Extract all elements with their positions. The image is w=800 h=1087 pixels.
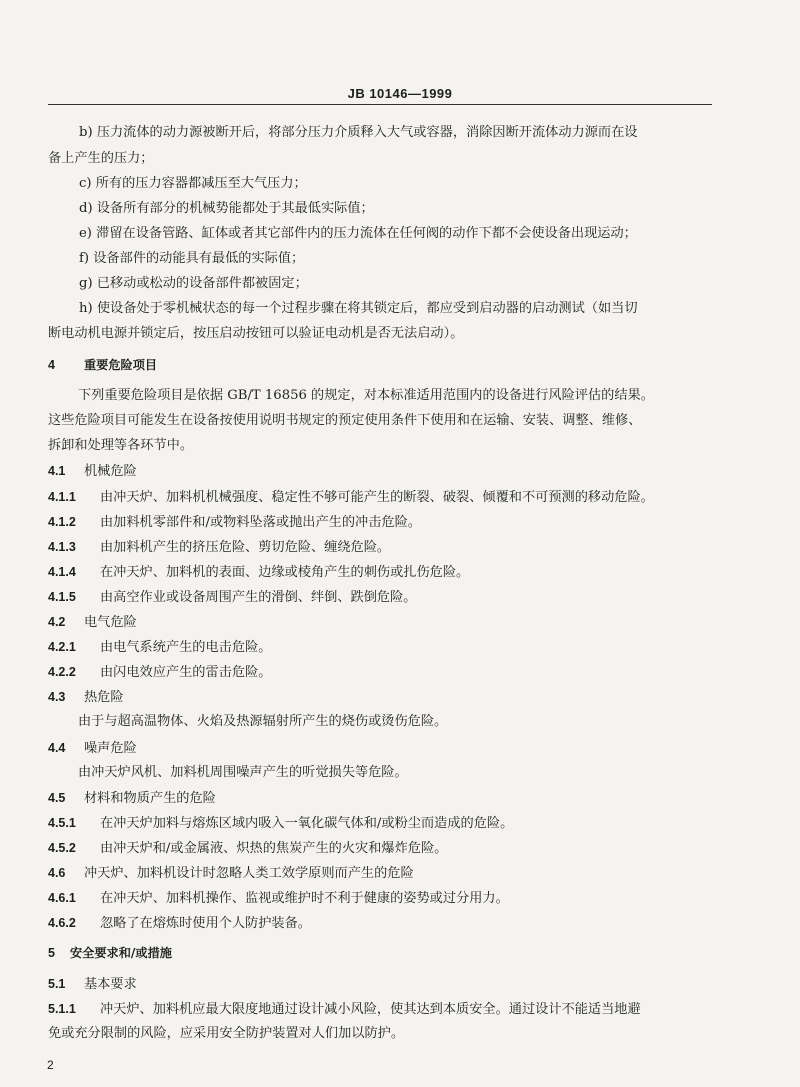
section-title: 重要危险项目: [84, 358, 158, 372]
subsection-title: 电气危险: [84, 615, 137, 630]
subsection-title: 机械危险: [84, 464, 137, 479]
item-h-line2: 断电动机电源并锁定后，按压启动按钮可以验证电动机是否无法启动）。: [48, 326, 464, 341]
subsection-number: 4.6: [48, 866, 66, 880]
clause-number: 4.1.1: [48, 490, 76, 504]
clause-number: 5.1.1: [48, 1002, 76, 1016]
subsection-4-4-text: 由冲天炉风机、加料机周围噪声产生的听觉损失等危险。: [78, 765, 408, 780]
subsection-4-1: [48, 462, 137, 481]
clause-number: 4.1.3: [48, 540, 76, 554]
subsection-5-1: [48, 975, 137, 994]
clause-4-2-1: [48, 638, 271, 657]
page-number: 2: [47, 1058, 54, 1072]
standard-code: JB 10146—1999: [347, 86, 453, 101]
clause-text: 由加料机产生的挤压危险、剪切危险、缠绕危险。: [100, 540, 391, 555]
section-5-heading: [48, 944, 172, 962]
section-4-intro-line3: 拆卸和处理等各环节中。: [48, 438, 194, 453]
item-e: e) 滞留在设备管路、缸体或者其它部件内的压力流体在任何阀的动作下都不会使设备出现运动；: [79, 226, 637, 241]
clause-4-6-1: [48, 889, 509, 908]
subsection-number: 4.4: [48, 741, 66, 755]
clause-number: 4.1.4: [48, 565, 76, 579]
clause-4-5-1: [48, 814, 513, 833]
clause-4-1-2: [48, 513, 421, 532]
clause-4-1-4: [48, 563, 469, 582]
clause-text: 在冲天炉、加料机操作、监视或维护时不利于健康的姿势或过分用力。: [100, 891, 509, 906]
section-number: 5: [48, 946, 55, 960]
subsection-number: 4.3: [48, 690, 66, 704]
clause-number: 4.2.1: [48, 640, 76, 654]
subsection-4-3-text: 由于与超高温物体、火焰及热源辐射所产生的烧伤或烫伤危险。: [78, 714, 448, 729]
clause-number: 4.5.1: [48, 816, 76, 830]
clause-number: 4.1.5: [48, 590, 76, 604]
section-title: 安全要求和/或措施: [70, 946, 172, 960]
clause-text: 由冲天炉、加料机机械强度、稳定性不够可能产生的断裂、破裂、倾覆和不可预测的移动危险。: [100, 490, 654, 505]
clause-text: 忽略了在熔炼时使用个人防护装备。: [100, 916, 311, 931]
clause-4-5-2: [48, 839, 447, 858]
section-4-intro-line2: 这些危险项目可能发生在设备按使用说明书规定的预定使用条件下使用和在运输、安装、调整、维修、: [48, 413, 642, 428]
clause-4-1-3: [48, 538, 390, 557]
clause-text: 在冲天炉、加料机的表面、边缘或棱角产生的刺伤或扎伤危险。: [100, 565, 470, 580]
clause-4-1-1: [48, 488, 654, 507]
subsection-number: 4.2: [48, 615, 66, 629]
subsection-number: 5.1: [48, 977, 66, 991]
section-number: 4: [48, 358, 55, 372]
item-c: c) 所有的压力容器都减压至大气压力；: [79, 176, 307, 191]
subsection-title: 噪声危险: [84, 741, 137, 756]
subsection-title: 冲天炉、加料机设计时忽略人类工效学原则而产生的危险: [84, 866, 414, 881]
section-4-heading: [48, 356, 157, 374]
clause-number: 4.6.1: [48, 891, 76, 905]
clause-text: 由高空作业或设备周围产生的滑倒、绊倒、跌倒危险。: [100, 590, 417, 605]
subsection-4-6: [48, 864, 414, 883]
subsection-4-2: [48, 613, 137, 632]
clause-4-2-2: [48, 663, 271, 682]
clause-text: 由闪电效应产生的雷击危险。: [100, 665, 272, 680]
item-b-line1: b) 压力流体的动力源被断开后，将部分压力介质释入大气或容器，消除因断开流体动力源而在设: [79, 125, 638, 140]
subsection-title: 材料和物质产生的危险: [84, 791, 216, 806]
clause-4-6-2: [48, 914, 311, 933]
item-h-line1: h) 使设备处于零机械状态的每一个过程步骤在将其锁定后，都应受到启动器的启动测试（如当切: [79, 301, 638, 316]
clause-4-1-5: [48, 588, 417, 607]
subsection-4-4: [48, 739, 137, 758]
subsection-number: 4.5: [48, 791, 66, 805]
header-rule: [48, 104, 712, 105]
clause-number: 4.5.2: [48, 841, 76, 855]
subsection-number: 4.1: [48, 464, 66, 478]
item-d: d) 设备所有部分的机械势能都处于其最低实际值；: [79, 201, 374, 216]
subsection-4-5: [48, 789, 216, 808]
subsection-4-3: [48, 688, 124, 707]
section-4-intro-line1: 下列重要危险项目是依据 GB/T 16856 的规定，对本标准适用范围内的设备进行风险评估的结果。: [78, 388, 654, 403]
item-f: f) 设备部件的动能具有最低的实际值；: [79, 251, 305, 266]
subsection-title: 热危险: [84, 690, 124, 705]
clause-number: 4.1.2: [48, 515, 76, 529]
clause-text: 冲天炉、加料机应最大限度地通过设计减小风险，使其达到本质安全。通过设计不能适当地避: [100, 1002, 641, 1017]
clause-number: 4.2.2: [48, 665, 76, 679]
clause-number: 4.6.2: [48, 916, 76, 930]
item-b-line2: 备上产生的压力；: [48, 151, 154, 166]
clause-text: 由电气系统产生的电击危险。: [100, 640, 272, 655]
clause-text: 由加料机零部件和/或物料坠落或抛出产生的冲击危险。: [100, 515, 421, 530]
item-g: g) 已移动或松动的设备部件都被固定；: [79, 276, 308, 291]
clause-5-1-1-line1: [48, 1000, 641, 1019]
clause-5-1-1-line2: 免或充分限制的风险，应采用安全防护装置对人们加以防护。: [48, 1026, 405, 1041]
subsection-title: 基本要求: [84, 977, 137, 992]
clause-text: 在冲天炉加料与熔炼区域内吸入一氧化碳气体和/或粉尘而造成的危险。: [100, 816, 514, 831]
clause-text: 由冲天炉和/或金属液、炽热的焦炭产生的火灾和爆炸危险。: [100, 841, 448, 856]
